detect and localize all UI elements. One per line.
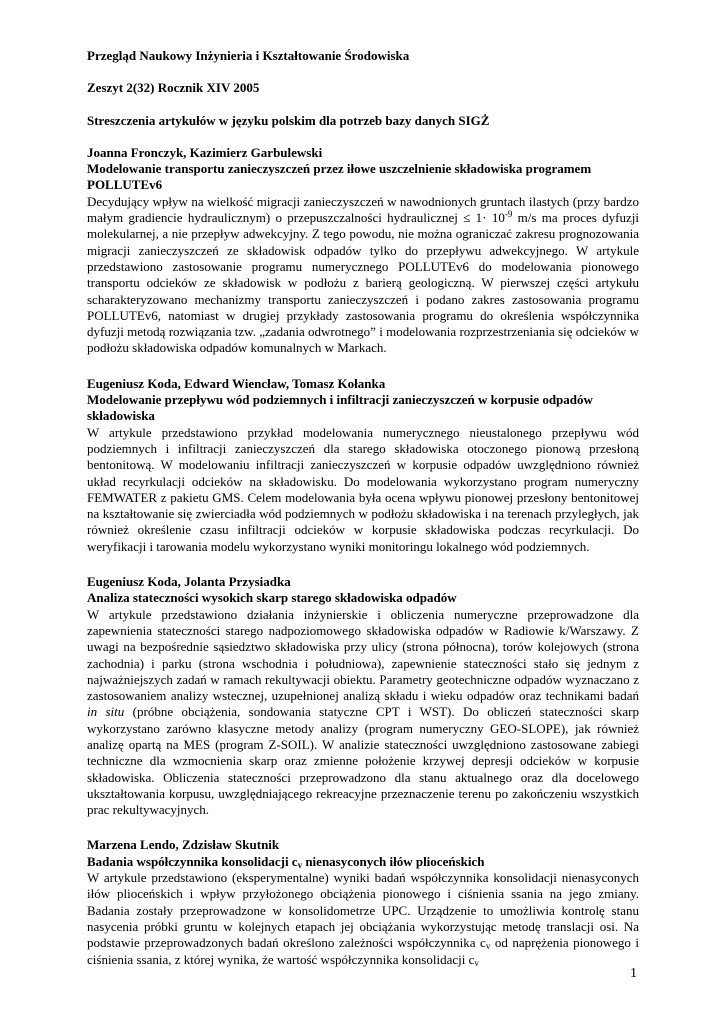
article-authors: Joanna Fronczyk, Kazimierz Garbulewski — [87, 144, 323, 160]
abstract-text: m/s ma proces dyfuzji molekularnej, a nie przepływ adwekcyjny. Z tego powodu, nie można ograniczać zakresu prognozowania migracji zanieczyszczeń ze składowisk odpadów tylko do przepływu adwekcyjnego. W artykule przedstawiono zastosowanie programu numerycznego POLLUTEv6 do modelowania pionowego transportu odcieków ze składowisk w podłożu z barierą geologiczną. W pierwszej części artykułu scharakteryzowano mechanizmy transportu zanieczyszczeń i podano zakres zastosowania programu POLLUTEv6, natomiast w drugiej przykłady zastosowania programu do określenia współczynnika dyfuzji metodą rozwiązania tzw. „zadania odwrotnego” i modelowania rozprzestrzeniania się odcieków w podłożu składowiska odpadów komunalnych w Markach. — [87, 210, 639, 356]
journal-subtitle: Streszczenia artykułów w języku polskim dla potrzeb bazy danych SIGŻ — [87, 112, 490, 128]
article-title: Modelowanie przepływu wód podziemnych i infiltracji zanieczyszczeń w korpusie odpadów składowiska — [87, 392, 593, 424]
journal-title: Przegląd Naukowy Inżynieria i Kształtowanie Środowiska — [87, 48, 410, 63]
article-authors: Marzena Lendo, Zdzisław Skutnik — [87, 837, 280, 853]
subscript: v — [297, 859, 303, 870]
article-4 — [87, 837, 639, 967]
title-text: nienasyconych iłów plioceńskich — [302, 853, 485, 869]
article-abstract — [87, 870, 639, 968]
title-text: Badania współczynnika konsolidacji c — [87, 853, 298, 869]
article-abstract: W artykule przedstawiono przykład modelowania numerycznego nieustalonego przepływu wód podziemnych i infiltracji zanieczyszczeń dla starego składowiska otoczonego pionową przesłoną bentonitową. W modelowaniu infiltracji zanieczyszczeń w korpusie odpadów uwzględniono również układ recyrkulacji odcieków na składowisku. Do modelowania wykorzystano program numeryczny FEMWATER z pakietu GMS. Celem modelowania była ocena wpływu pionowej przesłony bentonitowej na kształtowanie się zwierciadła wód podziemnych w podłożu składowiska i na terenach przyległych, jak również określenie czasu infiltracji odcieków w korpusie składowiska podczas recyrkulacji. Do weryfikacji i tarowania modelu wykorzystano wyniki monitoringu lokalnego wód podziemnych. — [87, 424, 639, 554]
exponent: -9 — [504, 209, 513, 220]
article-authors: Eugeniusz Koda, Edward Wiencław, Tomasz Kołanka — [87, 375, 386, 391]
article-title — [87, 854, 639, 870]
abstract-text: Decydujący wpływ na wielkość migracji zanieczyszczeń w nawodnionych gruntach ilastych (przy bardzo małym gradiencie hydraulicznym) o przepuszczalności hydraulicznej ≤ 1· 10 — [87, 193, 639, 226]
article-title: Analiza stateczności wysokich skarp starego składowiska odpadów — [87, 590, 457, 606]
article-title: Modelowanie transportu zanieczyszczeń przez iłowe uszczelnienie składowiska programem POLLUTEv6 — [87, 161, 592, 193]
article-authors: Eugeniusz Koda, Jolanta Przysiadka — [87, 574, 291, 590]
article-abstract — [87, 607, 639, 819]
subscript: v — [474, 957, 479, 968]
abstract-text: od naprężenia pionowego i ciśnienia ssania, z której wynika, że wartość współczynnika konsolidacji c — [87, 935, 639, 967]
article-1 — [87, 145, 639, 357]
subscript: v — [485, 941, 491, 952]
abstract-text: W artykule przedstawiono działania inżynierskie i obliczenia numeryczne przeprowadzone dla zapewnienia stateczności starego nadpoziomowego składowiska odpadów w Radiowie k/Warszawy. Z uwagi na bezpośrednie sąsiedztwo składowiska przy ulicy (strona północna), torów kolejowych (strona zachodnia) i parku (strona wschodnia i południowa), zapewnienie stateczności stało się jednym z najważniejszych zadań w ramach rekultywacji obiektu. Parametry geotechniczne odpadów wyznaczano z zastosowaniem analizy wstecznej, uzupełnionej analizą składu i wieku odpadów oraz technikami badań — [87, 606, 639, 704]
article-2 — [87, 376, 639, 555]
page-content — [87, 48, 639, 987]
abstract-text: W artykule przedstawiono (eksperymentalne) wyniki badań współczynnika konsolidacji nienasyconych iłów plioceńskich i wpływ przyłożonego obciążenia pionowego i ciśnienia ssania na jego zmiany. Badania zostały przeprowadzone w konsolidometrze UPC. Urządzenie to umożliwia kontrolę stanu nasycenia próbki gruntu w kolejnych etapach jej obciążania wykorzystując metodę translacji osi. Na podstawie przeprowadzonych badań określono zależności współczynnika c — [87, 870, 639, 951]
article-3 — [87, 574, 639, 818]
page-number: 1 — [630, 966, 637, 981]
abstract-text: (próbne obciążenia, sondowania statyczne CPT i WST). Do obliczeń stateczności skarp wykorzystano zarówno klasyczne metody analizy (program numeryczny GEO-SLOPE), jak również analizę opartą na MES (program Z-SOIL). W analizie stateczności uwzględniono zastosowane zabiegi techniczne dla wzmocnienia skarp oraz zmienne położenie krzywej depresji odcieków w korpusie składowiska. Obliczenia stateczności przeprowadzono dla stanu aktualnego oraz dla docelowego ukształtowania korpusu, uwzględniającego rekreacyjne przeznaczenie terenu po zakończeniu wszystkich prac rekultywacyjnych. — [87, 704, 639, 818]
italic-term: in situ — [87, 704, 125, 720]
article-abstract — [87, 194, 639, 357]
journal-issue: Zeszyt 2(32) Rocznik XIV 2005 — [87, 80, 260, 96]
